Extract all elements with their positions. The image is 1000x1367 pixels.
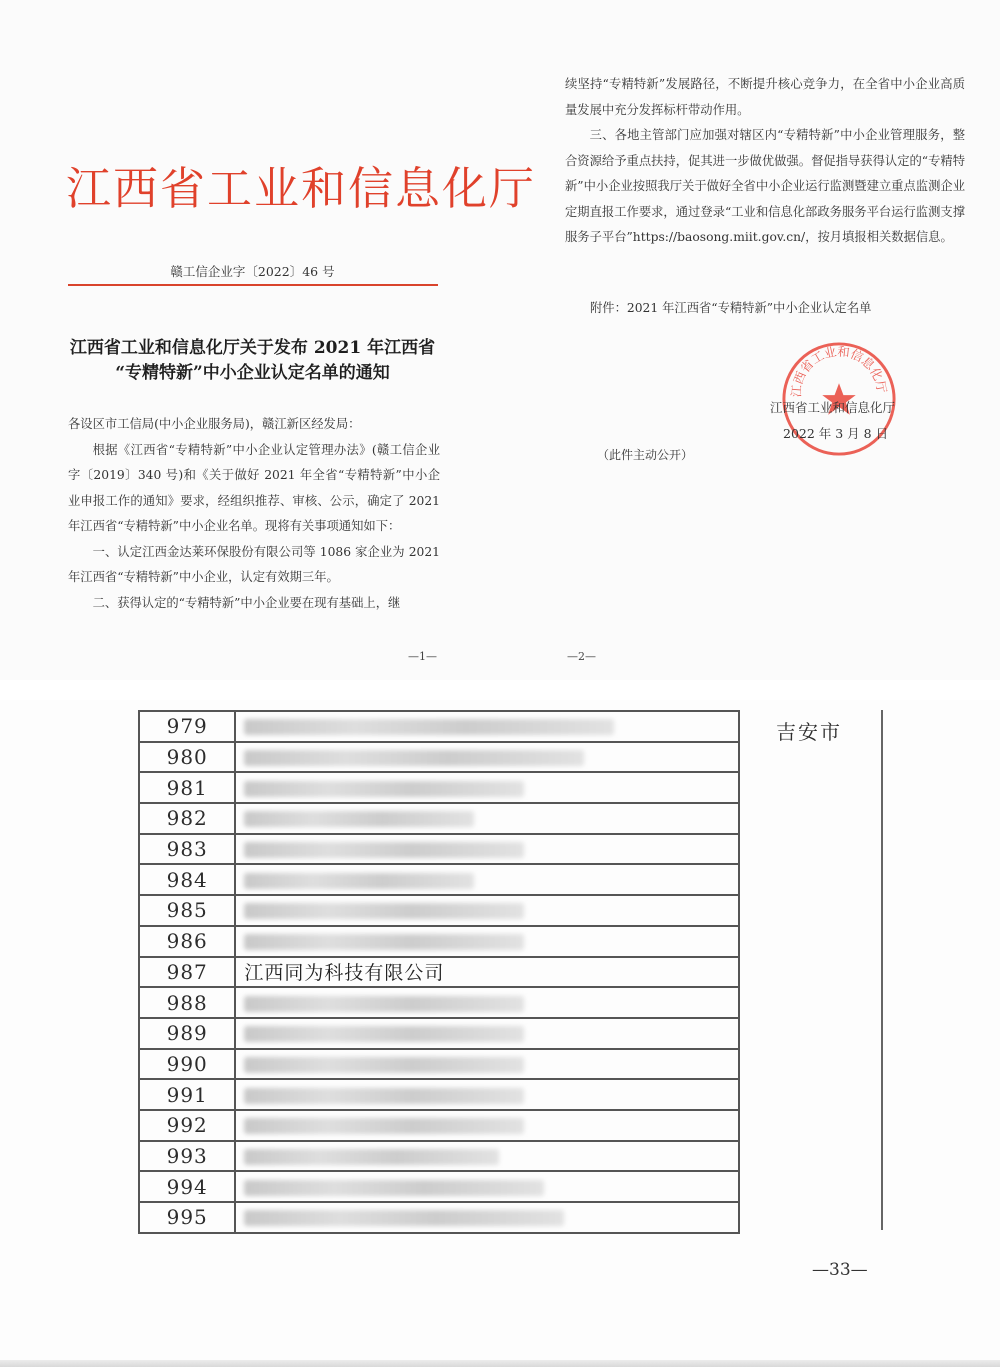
row-number: 987 — [139, 957, 235, 988]
addressee: 各设区市工信局(中小企业服务局)，赣江新区经发局： — [68, 417, 361, 431]
company-name-cell — [235, 1141, 739, 1172]
row-number: 983 — [139, 834, 235, 865]
title-line-1: 江西省工业和信息化厅关于发布 2021 年江西省 — [69, 338, 436, 358]
row-number: 994 — [139, 1171, 235, 1202]
company-name-cell — [235, 742, 739, 773]
redacted-company-name — [244, 1057, 524, 1073]
company-name-cell — [235, 1171, 739, 1202]
row-number: 992 — [139, 1110, 235, 1141]
company-name-cell — [235, 926, 739, 957]
redacted-company-name — [244, 1026, 524, 1042]
scan-edge-shadow — [0, 1360, 1000, 1367]
notice-spread — [0, 0, 1000, 680]
company-name-cell — [235, 987, 739, 1018]
row-number: 985 — [139, 895, 235, 926]
redacted-company-name — [244, 903, 524, 919]
redacted-company-name — [244, 1210, 564, 1226]
table-row — [139, 957, 739, 988]
notice-title — [60, 336, 445, 386]
table-row — [139, 1141, 739, 1172]
redacted-company-name — [244, 842, 524, 858]
region-label: 吉安市 — [776, 720, 842, 744]
public-note: （此件主动公开） — [597, 448, 694, 462]
table-row — [139, 864, 739, 895]
list-page-scan — [0, 700, 1000, 1367]
page-right — [555, 0, 975, 680]
row-number: 989 — [139, 1018, 235, 1049]
redacted-company-name — [244, 1149, 499, 1165]
redacted-company-name — [244, 873, 474, 889]
redacted-company-name — [244, 934, 524, 950]
row-number: 981 — [139, 772, 235, 803]
redacted-company-name — [244, 781, 524, 797]
table-right-rule — [881, 710, 883, 1230]
company-name-cell — [235, 864, 739, 895]
paragraph: 三、各地主管部门应加强对辖区内“专精特新”中小企业管理服务，整合资源给予重点扶持，促其进一步做优做强。督促指导获得认定的“专精特新”中小企业按照我厅关于做好全省中小企业运行监测暨建立重点监测企业定期直报工作要求，通过登录“工业和信息化部政务服务平台运行监测支撑服务子平台”https://baosong.miit.gov.cn/，按月填报相关数据信息。 — [565, 128, 965, 244]
page-number: —33— — [812, 1260, 868, 1280]
redacted-company-name — [244, 1118, 524, 1134]
table-row — [139, 1018, 739, 1049]
signing-date: 2022 年 3 月 8 日 — [783, 426, 889, 441]
company-name-cell — [235, 1110, 739, 1141]
paragraph: 续坚持“专精特新”发展路径，不断提升核心竞争力，在全省中小企业高质量发展中充分发挥标杆带动作用。 — [565, 77, 965, 117]
page-number: —1— — [408, 650, 437, 663]
company-name-cell — [235, 711, 739, 742]
row-number: 993 — [139, 1141, 235, 1172]
table-row — [139, 1171, 739, 1202]
paragraph: 根据《江西省“专精特新”中小企业认定管理办法》(赣工信企业字〔2019〕340 号)和《关于做好 2021 年全省“专精特新”中小企业申报工作的通知》要求，经组织推荐、审核、公示，确定了 2021 年江西省“专精特新”中小企业名单。现将有关事项通知如下： — [68, 442, 440, 533]
row-number: 979 — [139, 711, 235, 742]
row-number: 984 — [139, 864, 235, 895]
company-name-cell — [235, 772, 739, 803]
row-number: 995 — [139, 1202, 235, 1233]
doc-number: 赣工信企业字〔2022〕46 号 — [170, 264, 335, 279]
row-number: 990 — [139, 1049, 235, 1080]
company-name-cell — [235, 1018, 739, 1049]
table-row — [139, 803, 739, 834]
table-row — [139, 1110, 739, 1141]
org-header: 江西省工业和信息化厅 — [66, 162, 537, 215]
table-row — [139, 742, 739, 773]
page-left — [60, 0, 537, 680]
signing-organization: 江西省工业和信息化厅 — [770, 400, 896, 415]
redacted-company-name — [244, 811, 474, 827]
table-row — [139, 895, 739, 926]
company-name-cell — [235, 1079, 739, 1110]
company-name-cell — [235, 1202, 739, 1233]
company-name-cell — [235, 803, 739, 834]
company-list-table — [138, 710, 740, 1234]
redacted-company-name — [244, 996, 524, 1012]
seal-text: 江西省工业和信息化厅 — [789, 344, 889, 398]
row-number: 980 — [139, 742, 235, 773]
title-line-2: “专精特新”中小企业认定名单的通知 — [115, 363, 390, 383]
row-number: 986 — [139, 926, 235, 957]
paragraph: 二、获得认定的“专精特新”中小企业要在现有基础上，继 — [92, 595, 401, 610]
attachment-note: 附件：2021 年江西省“专精特新”中小企业认定名单 — [590, 301, 872, 315]
company-name-cell — [235, 1049, 739, 1080]
redacted-company-name — [244, 1180, 544, 1196]
table-row — [139, 772, 739, 803]
body-left — [68, 412, 440, 616]
redacted-company-name — [244, 1088, 524, 1104]
table-row — [139, 1079, 739, 1110]
row-number: 991 — [139, 1079, 235, 1110]
company-name-cell — [235, 895, 739, 926]
table-row — [139, 1202, 739, 1233]
body-right — [565, 72, 965, 251]
redacted-company-name — [244, 719, 614, 735]
table-row — [139, 711, 739, 742]
paragraph: 一、认定江西金达莱环保股份有限公司等 1086 家企业为 2021 年江西省“专精特新”中小企业，认定有效期三年。 — [68, 544, 440, 584]
table-row — [139, 987, 739, 1018]
redacted-company-name — [244, 750, 584, 766]
company-name-cell: 江西同为科技有限公司 — [235, 957, 739, 988]
company-name-cell — [235, 834, 739, 865]
page-number: —2— — [567, 650, 596, 663]
table-row — [139, 1049, 739, 1080]
row-number: 988 — [139, 987, 235, 1018]
row-number: 982 — [139, 803, 235, 834]
table-row — [139, 926, 739, 957]
table-row — [139, 834, 739, 865]
red-divider — [68, 284, 438, 286]
